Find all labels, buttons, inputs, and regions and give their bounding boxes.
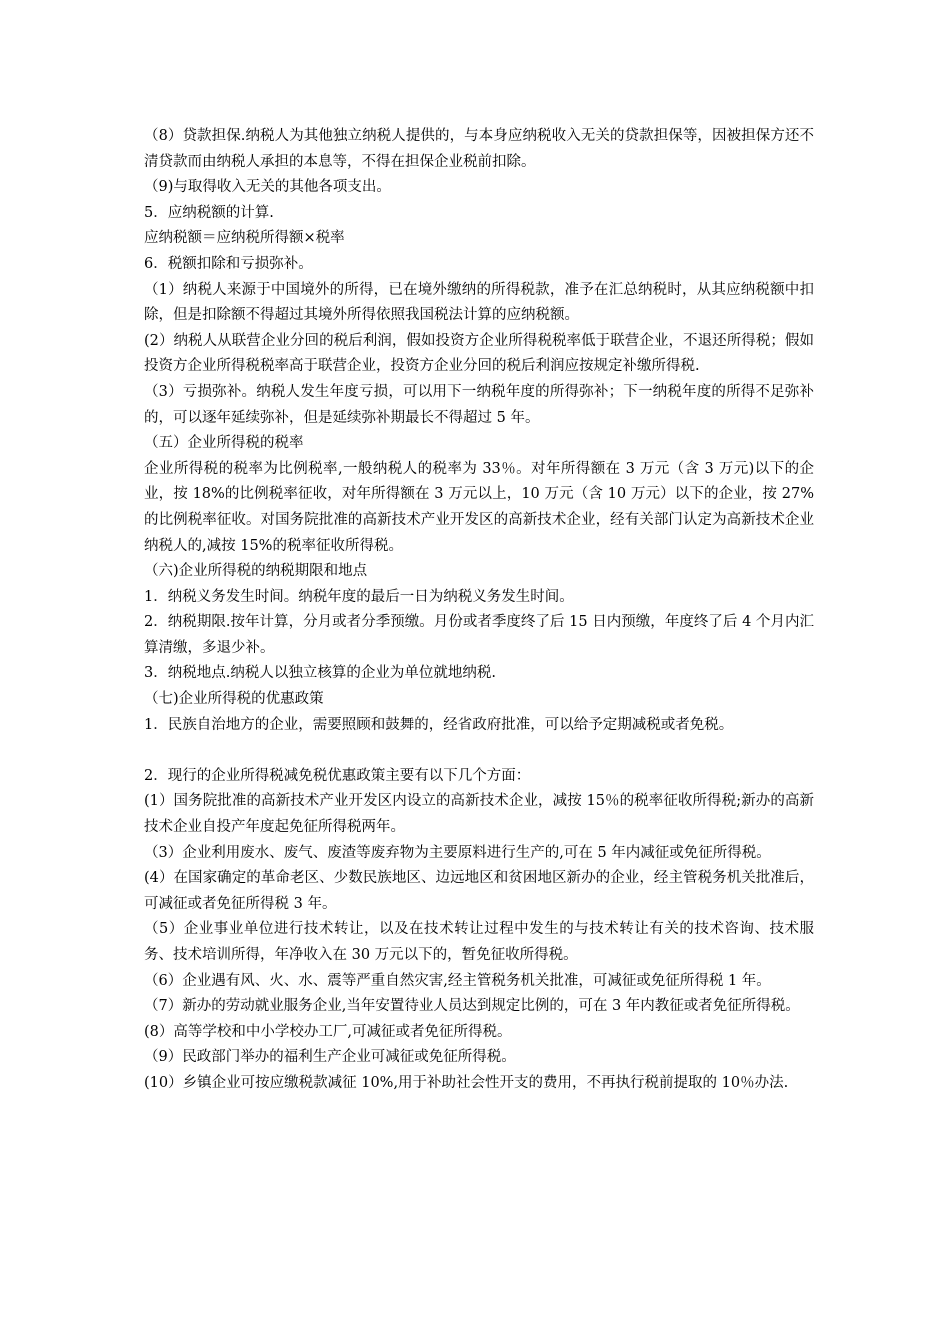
list-item-township-enterprises: (10）乡镇企业可按应缴税款减征 10%,用于补助社会性开支的费用，不再执行税前提取的 10％办法. — [144, 1074, 789, 1091]
heading-preferential-policy: （七)企业所得税的优惠政策 — [144, 691, 324, 708]
paragraph-loss-carryforward: （3）亏损弥补。纳税人发生年度亏损，可以用下一纳税年度的所得弥补；下一纳税年度的所得不足弥补的，可以逐年延续弥补，但是延续弥补期最长不得超过 5 年。 — [144, 383, 814, 426]
heading-period-location: （六)企业所得税的纳税期限和地点 — [144, 563, 368, 580]
list-item-poor-areas: (4）在国家确定的革命老区、少数民族地区、边远地区和贫困地区新办的企业，经主管税务机关批准后，可减征或者免征所得税 3 年。 — [144, 870, 814, 912]
paragraph-foreign-income: （1）纳税人来源于中国境外的所得，已在境外缴纳的所得税款，准予在汇总纳税时，从其应纳税额中扣除，但是扣除额不得超过其境外所得依照我国税法计算的应纳税额。 — [144, 281, 814, 324]
paragraph-joint-venture: (2）纳税人从联营企业分回的税后利润，假如投资方企业所得税税率低于联营企业，不退还所得税；假如投资方企业所得税税率高于联营企业，投资方企业分回的税后利润应按规定补缴所得税. — [144, 332, 814, 375]
formula-tax-amount: 应纳税额＝应纳税所得额×税率 — [144, 230, 345, 247]
paragraph-tax-period: 2．纳税期限.按年计算，分月或者分季预缴。月份或者季度终了后 15 日内预缴，年度终了后 4 个月内汇算清缴，多退少补。 — [144, 614, 814, 656]
paragraph-loan-guarantee: （8）贷款担保.纳税人为其他独立纳税人提供的，与本身应纳税收入无关的贷款担保等，因被担保方还不清贷款而由纳税人承担的本息等，不得在担保企业税前扣除。 — [144, 128, 814, 170]
document-body — [144, 124, 814, 1097]
list-item-tech-transfer: （5）企业事业单位进行技术转让，以及在技术转让过程中发生的与技术转让有关的技术咨询、技术服务、技术培训所得，年净收入在 30 万元以下的，暂免征收所得税。 — [144, 921, 814, 963]
heading-tax-rate: （五）企业所得税的税率 — [144, 435, 304, 452]
paragraph-obligation-time: 1．纳税义务发生时间。纳税年度的最后一日为纳税义务发生时间。 — [144, 588, 574, 605]
paragraph-current-policies: 2．现行的企业所得税减免税优惠政策主要有以下几个方面： — [144, 767, 531, 784]
paragraph-tax-rate: 企业所得税的税率为比例税率,一般纳税人的税率为 33％。对年所得额在 3 万元（含 3 万元)以下的企业，按 18%的比例税率征收，对年所得额在 3 万元以上，10 万元（含 10 万元）以下的企业，按 27%的比例税率征收。对国务院批准的高新技术产业开发区的高新技术企业，经有关部门认定为高新技术企业纳税人的,减按 15%的税率征收所得税。 — [144, 460, 814, 554]
blank-line — [144, 738, 814, 764]
paragraph-tax-location: 3．纳税地点.纳税人以独立核算的企业为单位就地纳税. — [144, 665, 496, 682]
list-item-high-tech: (1）国务院批准的高新技术产业开发区内设立的高新技术企业，减按 15％的税率征收所得税;新办的高新技术企业自投产年度起免征所得税两年。 — [144, 793, 814, 836]
list-item-welfare-enterprises: （9）民政部门举办的福利生产企业可减征或免征所得税。 — [144, 1049, 516, 1066]
heading-deduction-loss: 6．税额扣除和亏损弥补。 — [144, 255, 313, 272]
list-item-employment-service: （7）新办的劳动就业服务企业,当年安置待业人员达到规定比例的，可在 3 年内教征或者免征所得税。 — [144, 998, 800, 1015]
paragraph-autonomous-region: 1．民族自治地方的企业，需要照顾和鼓舞的，经省政府批准，可以给予定期减税或者免税。 — [144, 716, 734, 733]
list-item-natural-disaster: （6）企业遇有风、火、水、震等严重自然灾害,经主管税务机关批准，可减征或免征所得税 1 年。 — [144, 972, 771, 989]
paragraph-other-expenses: （9)与取得收入无关的其他各项支出。 — [144, 179, 391, 196]
list-item-school-factories: (8）高等学校和中小学校办工厂,可减征或者免征所得税。 — [144, 1023, 512, 1040]
heading-tax-calculation: 5．应纳税额的计算. — [144, 204, 274, 221]
list-item-waste-utilization: （3）企业利用废水、废气、废渣等废弃物为主要原料进行生产的,可在 5 年内减征或免征所得税。 — [144, 844, 771, 861]
